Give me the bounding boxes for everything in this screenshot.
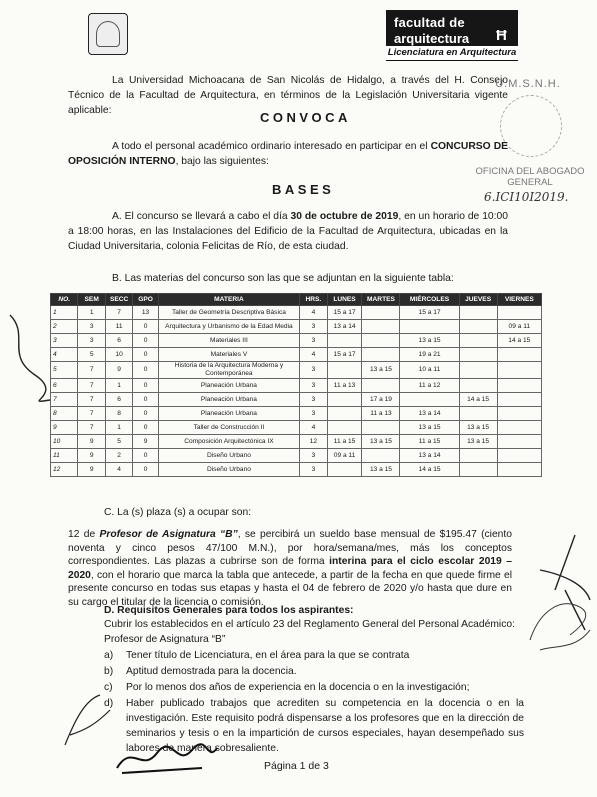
table-cell [497,362,541,379]
table-header-cell: NO. [51,294,78,306]
table-cell: 7 [78,362,105,379]
table-cell: 2 [105,449,132,463]
table-cell: 7 [105,306,132,320]
convoca-text-c: , bajo las siguientes: [175,156,269,167]
margin-signature-icon [520,590,595,660]
section-a-p1: A. El concurso se llevará a cabo el día [112,211,291,222]
table-row [51,334,542,348]
table-cell [497,379,541,393]
faculty-logo [386,10,518,56]
table-cell: Composición Arquitectónica IX [158,435,299,449]
table-cell: 0 [133,449,158,463]
table-cell: 15 a 17 [327,306,362,320]
table-cell: 14 a 15 [400,463,459,477]
intro-paragraph: La Universidad Michoacana de San Nicolás de Hidalgo, a través del H. Consejo Técnico de la Facultad de Arquitectura, en términos de la Legislación Universitaria vigente aplicable: [68,75,508,116]
table-cell: 13 a 15 [459,421,497,435]
table-cell [459,334,497,348]
table-cell [327,362,362,379]
table-cell [497,393,541,407]
table-row [51,435,542,449]
table-cell: 10 a 11 [400,362,459,379]
table-cell: 12 [51,463,78,477]
table-cell: 4 [300,306,327,320]
brand-line3: Licenciatura en Arquitectura [386,46,518,61]
table-cell: 3 [300,463,327,477]
table-cell: Taller de Construcción II [158,421,299,435]
section-b-line: B. Las materias del concurso son las que se adjuntan en la siguiente tabla: [112,273,454,284]
university-seal-icon [88,13,128,55]
table-cell: 3 [300,362,327,379]
bottom-signature-icon [112,738,222,778]
table-header-row [51,294,542,306]
table-cell: 5 [78,348,105,362]
table-cell: 19 a 21 [400,348,459,362]
table-cell [327,393,362,407]
table-cell: 13 a 14 [400,407,459,421]
requirement-item [104,680,524,695]
plazas-e: , con el horario que marca la tabla que antecede, a partir de la fecha en que quede firme el presente concurso en todas sus etapas y hasta el 04 de febrero de 2020 y/o hasta que dure en su cargo el titular de la licencia o comisión. [68,569,512,608]
table-row [51,362,542,379]
table-cell: 14 a 15 [497,334,541,348]
bases-heading: BASES [272,182,335,197]
table-cell: 1 [78,306,105,320]
page-number: Página 1 de 3 [264,760,329,772]
table-header-cell: HRS. [300,294,327,306]
table-cell [362,320,400,334]
table-row [51,449,542,463]
table-cell [327,407,362,421]
convoca-text-a: A todo el personal académico ordinario interesado en participar en el [112,141,431,152]
table-cell: Planeación Urbana [158,379,299,393]
table-cell [362,334,400,348]
table-row [51,379,542,393]
section-d-line2: Profesor de Asignatura “B” [104,634,226,645]
table-cell: 11 a 13 [327,379,362,393]
table-cell [459,320,497,334]
convoca-paragraph [68,139,508,169]
table-cell: 4 [300,348,327,362]
table-cell: 4 [51,348,78,362]
table-cell: Planeación Urbana [158,393,299,407]
table-cell: Planeación Urbana [158,407,299,421]
table-cell [327,334,362,348]
table-cell: 14 a 15 [459,393,497,407]
table-cell: 15 a 17 [400,306,459,320]
requirement-text: Haber publicado trabajos que acrediten su competencia en la docencia o en la investigación. Este requisito podrá dispensarse a los profesores que en la dirección de seminarios y tesis o en la impartición de cursos especiales, hayan desempeñado sus labores de manera sobresaliente. [126,698,524,754]
table-row [51,306,542,320]
section-d-line1: Cubrir los establecidos en el artículo 23 del Reglamento General del Personal Académico: [104,619,515,630]
table-row [51,421,542,435]
table-cell [459,463,497,477]
table-cell: 7 [51,393,78,407]
table-cell [362,379,400,393]
left-bottom-signature-icon [60,690,115,750]
stamp-date: 6.ICI10I2019. [484,190,569,204]
table-cell: 6 [105,393,132,407]
table-cell: 3 [51,334,78,348]
table-cell: 9 [133,435,158,449]
table-cell: 8 [51,407,78,421]
plazas-d: interina para el ciclo escolar 2019 – 2020 [68,556,512,581]
table-header-cell: MATERIA [158,294,299,306]
table-cell: Taller de Geometría Descriptiva Básica [158,306,299,320]
table-cell: Diseño Urbano [158,463,299,477]
section-a-date: 30 de octubre de 2019 [290,211,399,222]
table-cell: 10 [51,435,78,449]
table-cell [400,393,459,407]
table-cell: 0 [133,379,158,393]
table-cell: Diseño Urbano [158,449,299,463]
table-cell: 3 [300,320,327,334]
table-cell: 0 [133,362,158,379]
table-cell: 09 a 11 [497,320,541,334]
table-cell: 1 [105,379,132,393]
table-cell [497,449,541,463]
table-cell: 13 a 14 [400,449,459,463]
table-cell: 11 a 13 [362,407,400,421]
table-cell: 13 a 15 [400,334,459,348]
requirement-key: b) [104,666,114,677]
table-cell: 13 [133,306,158,320]
table-cell: 15 a 17 [327,348,362,362]
table-cell [497,348,541,362]
stamp-line1: U.M.S.N.H. [495,78,561,90]
table-cell [459,348,497,362]
requirement-text: Aptitud demostrada para la docencia. [126,666,297,677]
table-cell: 7 [78,421,105,435]
table-cell: Historia de la Arquitectura Moderna y Contemporánea [158,362,299,379]
table-cell: 3 [300,449,327,463]
table-cell: 11 [105,320,132,334]
table-cell: 9 [105,362,132,379]
table-cell: 9 [78,435,105,449]
table-cell: 9 [51,421,78,435]
table-cell: 0 [133,421,158,435]
plazas-a: 12 de [68,529,100,540]
requirement-text: Por lo menos dos años de experiencia en la docencia o en la investigación; [126,682,470,693]
table-cell: 0 [133,407,158,421]
table-cell: 3 [78,334,105,348]
convoca-heading: CONVOCA [260,110,351,125]
pillar-logo-icon: Ħ [496,27,507,44]
table-cell: 0 [133,320,158,334]
table-cell [497,463,541,477]
table-cell: 3 [300,379,327,393]
table-cell [400,320,459,334]
table-cell [497,306,541,320]
stamp-seal-icon [500,95,562,157]
subjects-table [50,293,542,477]
table-cell: 3 [300,393,327,407]
table-cell: 11 a 15 [400,435,459,449]
table-cell: 17 a 19 [362,393,400,407]
table-cell: 3 [300,334,327,348]
table-cell: Materiales III [158,334,299,348]
table-cell: 3 [300,407,327,421]
table-row [51,463,542,477]
requirement-item [104,664,524,679]
plazas-paragraph [68,528,512,609]
table-cell: 13 a 15 [362,463,400,477]
table-header-cell: GPO [133,294,158,306]
table-cell: 13 a 15 [362,362,400,379]
table-cell: 1 [105,421,132,435]
table-cell: 8 [105,407,132,421]
table-cell [497,407,541,421]
table-cell: 7 [78,393,105,407]
table-cell: 4 [105,463,132,477]
convoca-text-b: CONCURSO DE OPOSICIÓN INTERNO [68,141,508,167]
table-row [51,393,542,407]
table-header-cell: LUNES [327,294,362,306]
requirement-item [104,648,524,663]
table-cell: 3 [78,320,105,334]
table-cell: 0 [133,348,158,362]
table-cell [362,421,400,435]
table-cell: 11 a 12 [400,379,459,393]
stamp-line2: OFICINA DEL ABOGADO [475,166,585,177]
table-cell [327,463,362,477]
table-cell: 09 a 11 [327,449,362,463]
brand-line1: facultad de [394,15,465,30]
section-a-paragraph [68,209,508,254]
table-cell: 2 [51,320,78,334]
table-cell [459,449,497,463]
table-cell: 11 [51,449,78,463]
section-a-p2: , en un horario de 10:00 a 18:00 horas, en las Instalaciones del Edificio de la Facultad de Arquitectura, ubicadas en la Ciudad Universitaria, colonia Felicitas de Río, de esta ciudad. [68,211,508,252]
requirement-key: d) [104,698,114,709]
requirement-key: a) [104,650,114,661]
table-cell: 7 [78,407,105,421]
table-cell: 13 a 15 [459,435,497,449]
table-cell [497,435,541,449]
table-cell: 12 [300,435,327,449]
table-cell: 11 a 15 [327,435,362,449]
table-header-cell: MIÉRCOLES [400,294,459,306]
plazas-c: , se percibirá un sueldo base mensual de $195.47 (ciento noventa y cinco pesos 47/100 M.N.), por hora/semana/mes, más los conceptos correspondientes. Las plazas a cubrirse son de forma [68,529,512,567]
table-cell [362,348,400,362]
table-cell: Materiales V [158,348,299,362]
table-cell [459,407,497,421]
table-cell: 0 [133,393,158,407]
table-header-cell: MARTES [362,294,400,306]
table-row [51,320,542,334]
table-cell: 10 [105,348,132,362]
table-cell: 13 a 15 [400,421,459,435]
table-cell: Arquitectura y Urbanismo de la Edad Media [158,320,299,334]
requirement-key: c) [104,682,113,693]
table-cell: 9 [78,463,105,477]
table-cell: 13 a 14 [327,320,362,334]
table-cell [362,449,400,463]
left-signature-icon [0,295,60,415]
table-cell: 5 [105,435,132,449]
table-cell [362,306,400,320]
table-cell: 4 [300,421,327,435]
table-cell: 0 [133,463,158,477]
table-cell: 5 [51,362,78,379]
plazas-b: Profesor de Asignatura “B” [99,529,238,540]
table-body [51,306,542,477]
section-d-title: D. Requisitos Generales para todos los aspirantes: [104,605,354,616]
table-header-cell: SEM [78,294,105,306]
stamp-line3: GENERAL [507,177,553,188]
table-cell [459,379,497,393]
table-cell: 6 [105,334,132,348]
table-cell: 7 [78,379,105,393]
requirement-text: Tener título de Licenciatura, en el área para la que se contrata [126,650,410,661]
table-header-cell: SECC [105,294,132,306]
table-header-cell: JUEVES [459,294,497,306]
table-cell: 0 [133,334,158,348]
table-cell [459,362,497,379]
table-cell [327,421,362,435]
table-row [51,348,542,362]
table-cell [497,421,541,435]
table-row [51,407,542,421]
table-cell: 1 [51,306,78,320]
brand-line2: arquitectura [394,31,470,46]
table-cell: 6 [51,379,78,393]
table-cell: 9 [78,449,105,463]
table-header-cell: VIERNES [497,294,541,306]
section-c-line: C. La (s) plaza (s) a ocupar son: [104,507,252,518]
table-cell [459,306,497,320]
table-cell: 13 a 15 [362,435,400,449]
